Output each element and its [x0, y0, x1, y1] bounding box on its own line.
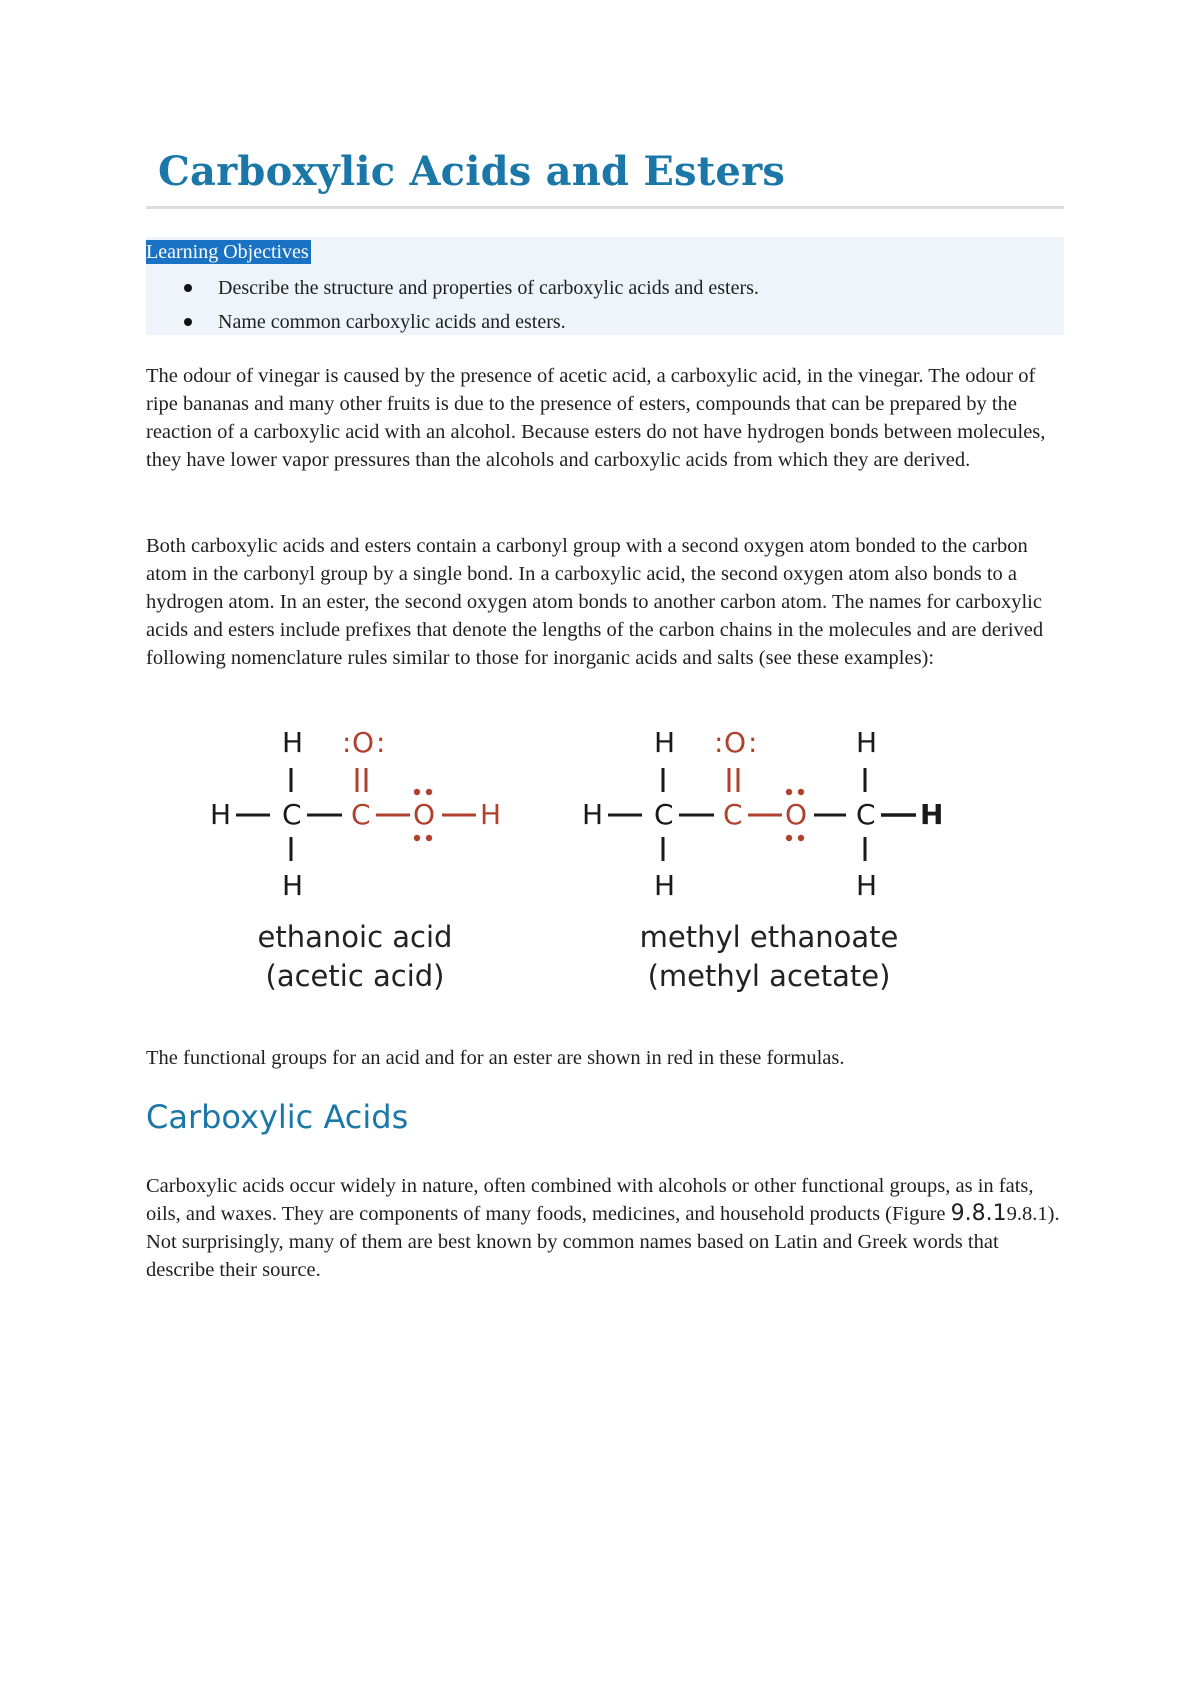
atom-o: O: [724, 726, 747, 759]
atom-c: C: [723, 798, 743, 831]
learning-objectives-label: Learning Objectives: [146, 241, 309, 263]
intro-paragraph: The odour of vinegar is caused by the presence of acetic acid, a carboxylic acid, in the vinegar. The odour of ripe bananas and many other fruits is due to the presence of esters, compounds that can be prepared by the reaction of a carboxylic acid with an alcohol. Because esters do not have hydrogen bonds between molecules, they have lower vapor pressures than the alcohols and carboxylic acids from which they are derived.: [146, 365, 1046, 471]
molecule-name: methyl ethanoate: [639, 920, 899, 954]
ethanoic-acid-caption: [240, 918, 470, 996]
methyl-ethanoate-structure: [582, 726, 943, 902]
atom-o: O: [352, 726, 375, 759]
atom-h: H: [856, 726, 878, 759]
page-title: Carboxylic Acids and Esters: [158, 148, 786, 195]
atom-o: O: [413, 798, 436, 831]
atom-h: H: [654, 869, 676, 902]
atom-o: O: [785, 798, 808, 831]
atom-h: H: [856, 869, 878, 902]
atom-c: C: [351, 798, 371, 831]
atom-c: C: [654, 798, 674, 831]
objective-item: [184, 305, 759, 339]
atom-h: H: [582, 798, 604, 831]
section-heading: Carboxylic Acids: [146, 1098, 409, 1136]
structural-formulas-figure: [186, 718, 1066, 1018]
objective-text: Describe the structure and properties of carboxylic acids and esters.: [218, 277, 759, 299]
atom-h: H: [282, 869, 304, 902]
bullet-icon: [184, 284, 192, 292]
ethanoic-acid-structure: [210, 726, 501, 902]
lone-pair-dots: :: [342, 726, 352, 759]
objectives-list: [184, 271, 759, 339]
functional-groups-paragraph: Both carboxylic acids and esters contain a carbonyl group with a second oxygen atom bonded to the carbon atom in the carbonyl group by a single bond. In a carboxylic acid, the second oxygen atom also bonds to a hydrogen atom. In an ester, the second oxygen atom bonds to another carbon atom. The names for carboxylic acids and esters include prefixes that denote the lengths of the carbon chains in the molecules and are derived following nomenclature rules similar to those for inorganic acids and salts (see these examples):: [146, 535, 1044, 669]
atom-h: H: [210, 798, 232, 831]
functional-groups-note: The functional groups for an acid and for an ester are shown in red in these formulas.: [146, 1047, 845, 1069]
atom-h: H: [282, 726, 304, 759]
atom-h: H: [480, 798, 502, 831]
molecule-common-name: (acetic acid): [265, 959, 445, 993]
lone-pair-dots: :: [748, 726, 758, 759]
methyl-ethanoate-caption: [624, 918, 914, 996]
title-divider: [146, 206, 1064, 209]
figure-reference[interactable]: 9.8.1: [950, 1201, 1007, 1226]
molecule-common-name: (methyl acetate): [647, 959, 891, 993]
atom-h: H: [920, 798, 944, 831]
paragraph-text: ). Not surprisingly, many of them are best known by common names based on Latin and Greek words that describe their source.: [146, 1203, 1060, 1281]
carboxylic-acids-paragraph: [146, 1172, 1066, 1284]
atom-c: C: [856, 798, 876, 831]
lone-pair-dots: :: [376, 726, 386, 759]
objective-item: [184, 271, 759, 305]
paragraph-text: Carboxylic acids occur widely in nature, often combined with alcohols or other functional groups, as in fats, oils, and waxes. They are components of many foods, medicines, and household products (Figure: [146, 1175, 1034, 1225]
atom-h: H: [654, 726, 676, 759]
lone-pair-dots: :: [714, 726, 724, 759]
learning-objectives-box: [146, 237, 1064, 335]
figure-reference-alt: 9.8.1: [1006, 1203, 1048, 1225]
bullet-icon: [184, 318, 192, 326]
atom-c: C: [282, 798, 302, 831]
objective-text: Name common carboxylic acids and esters.: [218, 311, 566, 333]
molecule-name: ethanoic acid: [257, 920, 453, 954]
